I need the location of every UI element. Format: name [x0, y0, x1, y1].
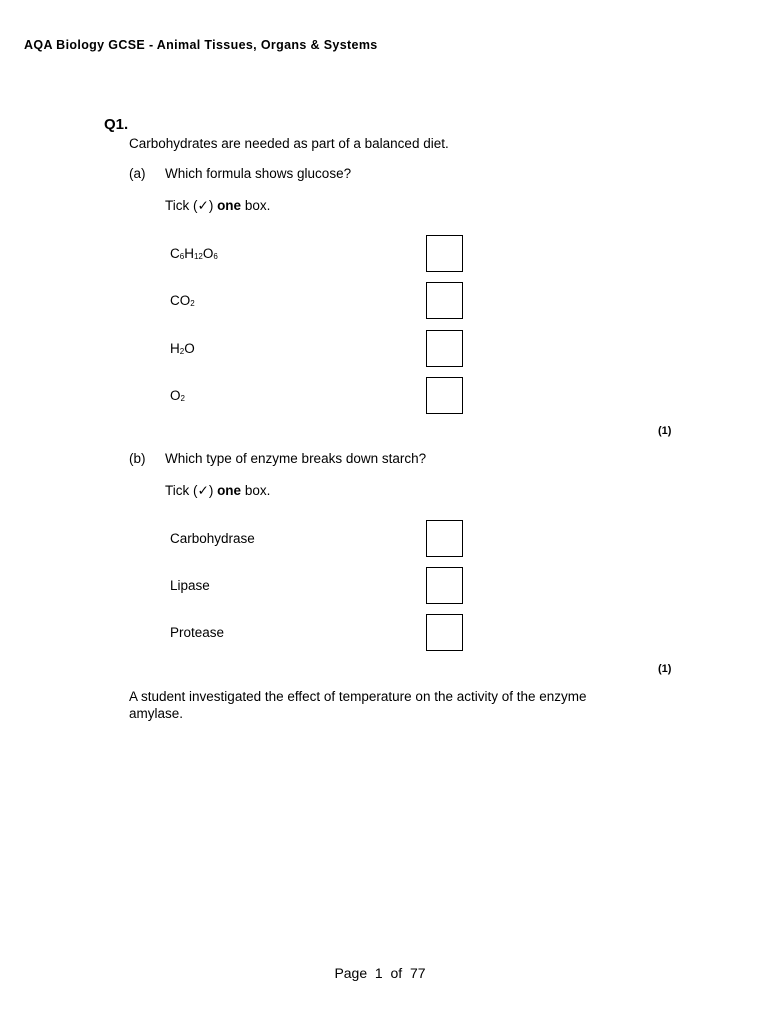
document-header: AQA Biology GCSE - Animal Tissues, Organs & Systems: [24, 38, 378, 52]
page-footer: [0, 965, 760, 981]
answer-box-a4[interactable]: [426, 377, 463, 414]
part-b-instruction: Tick (✓) one box.: [165, 483, 271, 498]
question-intro: Carbohydrates are needed as part of a balanced diet.: [129, 136, 449, 151]
page-total: 77: [409, 965, 426, 981]
part-a-label: (a): [129, 166, 146, 181]
part-a-question: Which formula shows glucose?: [165, 166, 352, 181]
part-b-label: (b): [129, 451, 146, 466]
option-lipase: Lipase: [170, 578, 210, 593]
option-glucose-formula: $C_6H_{12}O_6$: [170, 246, 218, 261]
page-word: Page: [334, 965, 368, 981]
part-a-marks: (1): [658, 425, 672, 437]
option-oxygen-formula: $O_2$: [170, 388, 185, 403]
option-carbohydrase: Carbohydrase: [170, 531, 255, 546]
answer-box-a2[interactable]: [426, 282, 463, 319]
page-number: 1: [374, 965, 383, 981]
closing-text-line-2: amylase.: [129, 706, 184, 721]
of-word: of: [390, 965, 403, 981]
answer-box-b1[interactable]: [426, 520, 463, 557]
part-a-instruction: Tick (✓) one box.: [165, 198, 271, 213]
question-number: Q1.: [104, 116, 129, 133]
option-protease: Protease: [170, 625, 225, 640]
tick-icon: ✓: [197, 483, 209, 498]
part-b-marks: (1): [658, 663, 672, 675]
tick-icon: ✓: [197, 198, 209, 213]
answer-box-b2[interactable]: [426, 567, 463, 604]
option-carbon-dioxide-formula: $CO_2$: [170, 293, 195, 308]
closing-text-line-1: A student investigated the effect of temperature on the activity of the enzyme: [129, 689, 587, 704]
part-b-question: Which type of enzyme breaks down starch?: [165, 451, 427, 466]
answer-box-a1[interactable]: [426, 235, 463, 272]
option-water-formula: $H_2O$: [170, 341, 195, 356]
answer-box-b3[interactable]: [426, 614, 463, 651]
answer-box-a3[interactable]: [426, 330, 463, 367]
